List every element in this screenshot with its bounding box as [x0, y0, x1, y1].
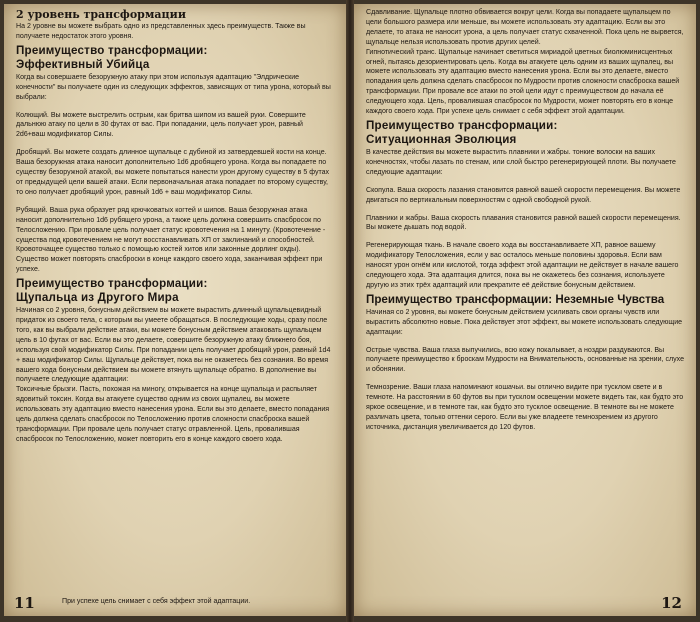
piercing-paragraph: Колющий. Вы можете выстрелить острым, как бритва шипом из вашей руки. Совершите дальнюю атаку по цели в 30 футах от вас. При попадании, цель получает урон, равный 2d6+ваш модификатор Силы. [16, 111, 306, 139]
keen-senses-paragraph: Острые чувства. Ваша глаза выпучились, всю кожу покалывает, а ноздри раздуваются. Вы получаете преимущество к броскам Мудрости на Внимательность, основанные на зрении, слухе и обонянии. [366, 346, 684, 374]
right-page [354, 4, 696, 616]
section-title-line1: Преимущество трансформации: [366, 118, 558, 132]
situational-body: В качестве действия вы можете вырастить плавники и жабры. тонкие волоски на ваших конечностях, чтобы лазать по стенам, или слой быстро регенерирующей плоти. Вы получаете следующие адаптации: [366, 148, 676, 176]
toxic-spray-tail: При успехе цель снимает с себя эффект этой адаптации. [62, 598, 251, 605]
level-heading: 2 уровень трансформации [16, 8, 187, 21]
efficient-killer-body: Когда вы совершаете безоружную атаку при этом используя адаптацию "Элдрические конечности" вы получаете один из следующих эффектов, зависящих от типа урона, который вы выбрали: [16, 73, 331, 101]
book-gutter [346, 0, 354, 622]
section-title-line2: Щупальца из Другого Мира [16, 291, 179, 305]
regen-paragraph: Регенерирующая ткань. В начале своего хода вы восстанавливаете ХП, равное вашему модификатору Телосложения, если у вас осталось меньше половины здоровья. Если вам наносят урон огнём или кислотой, тогда эффект этой адаптации не действует в начале вашего следующего хода. Эта адаптация длится, пока вы не окажетесь без сознания, используете другую из этих трёх адаптаций или прекратите её действие бонусным действием. [366, 242, 679, 289]
constrict-paragraph: Сдавливание. Щупальце плотно обвивается вокруг цели. Когда вы попадаете щупальцем по цели большого размера или меньше, вы можете использовать эту адаптацию. Если вы это делаете, то атака не наносит урона, а цель получает статус схваченной. Пока цель не вырвется, щупальце нельзя использовать против других целей. [366, 9, 684, 46]
section-title-line1: Преимущество трансформации: [16, 43, 208, 57]
fins-paragraph: Плавники и жабры. Ваша скорость плавания становится равной вашей скорости перемещения. Вы можете дышать под водой. [366, 214, 681, 232]
section-tentacles-title [16, 277, 334, 305]
left-page [4, 4, 346, 616]
page-number-right: 12 [661, 594, 682, 612]
slashing-paragraph: Рубящий. Ваша рука образует ряд крючковатых когтей и шипов. Ваша безоружная атака наносит дополнительно 1d6 рубящего урона, а также цель должна совершить спасбросок по Телосложению. При провале цель получает статус кровотечения на 1 минуту. (Кровотечение - существа под кровотечением не могут восстанавливать ХП от заклинаний и способностей. Кровоточащее существо только с помощью костей хитов или законные дорлинг охды). Существо может повторять спасброски в конце каждого своего хода, заканчивая эффект при успехе. [16, 206, 326, 274]
scopula-paragraph: Скопула. Ваша скорость лазания становится равной вашей скорости перемещения. Вы можете двигаться по вертикальным поверхностям с одной свободной рукой. [366, 186, 681, 204]
section-senses-title: Преимущество трансформации: Неземные Чувства [366, 292, 665, 306]
darkvision-paragraph: Темнозрение. Ваши глаза напоминают кошачьи. вы отлично видите при тусклом свете и в темноте. На расстоянии в 60 футов вы при тусклом освещении можете видеть так, как будто это яркое освещение, и в темноте так, как будто это тусклое освещение. В темноте вы не можете различать цвета, только оттенки серого. Если вы уже владеете темнозрением из другого источника, дистанция увеличивается до 120 футов. [366, 384, 684, 431]
section-situational-title [366, 119, 684, 147]
senses-body: Начиная со 2 уровня, вы можете бонусным действием усиливать свои органы чувств или вырастить абсолютно новые. Пока действует этот эффект, вы можете использовать следующие адаптации: [366, 308, 683, 336]
level-intro: На 2 уровне вы можете выбрать одно из представленных здесь преимуществ. Также вы получаете недостаток этого уровня. [16, 23, 306, 40]
toxic-spray-paragraph: Токсичные брызги. Пасть, похожая на миногу, открывается на конце щупальца и распыляет ядовитый токсин. Когда вы атакуете существо одним из своих щупалец, вы можете использовать эту адаптацию вместо нанесения урона. Если вы это делаете, вместо попадания цель должна сделать спасбросок по Телосложению против сложности спасброска вашей трансформации. При провале цель получает статус отравленной. Цель, провалившая спасбросок по Телосложению, может повторить его в конце каждого своего хода. [16, 386, 330, 443]
section-title-line1: Преимущество трансформации: [16, 277, 208, 291]
section-title-line2: Ситуационная Эволюция [366, 132, 517, 146]
page-number-left: 11 [14, 594, 35, 612]
bludgeoning-paragraph: Дробящий. Вы можете создать длинное щупальце с дубиной из затвердевшей кости на конце. Ваша безоружная атака наносит дополнительно 1d6 дробящего урона. Когда вы попадаете по существу безоружной атакой, вы можете попытаться нанести урон другому существу в 5 футах от предыдущей цели вашей атаки. Если первоначальная атака попадает по второму существу, то оно получает дробящий урон, равный 1d6 + ваш модификатор Силы. [16, 149, 330, 196]
section-efficient-killer-title [16, 44, 334, 72]
section-title-line2: Эффективный Убийца [16, 57, 150, 71]
tentacles-body: Начиная со 2 уровня, бонусным действием вы можете вырастить длинный щупальцевидный придаток из своего тела, с которым вы умеете обращаться. В последующие ходы, сразу после того, как вы выбрали действие атаки, вы можете бонусным действием атаковать щупальцем цель в 10 футах от вас. Если вы это делаете, совершите безоружную атаку ближнего боя, используя свой модификатор Силы. При попадании цель получает дробящий урон, равный 1d4 + ваш модификатор Силы. Щупальце действует, пока вы не окажетесь без сознания. Во время вашего хода бонусным действием вы можете втянуть щупальце обратно. В дополнение вы получаете следующие адаптации: [16, 307, 331, 384]
hypnotic-paragraph: Гипнотический транс. Щупальце начинает светиться мириадой цветных биолюминисцентных огней, пытаясь дезориентировать цель. Когда вы атакуете цель одним из ваших щупалец, вы можете использовать эту адаптацию вместо нанесения урона. Если вы это делаете, вместо попадания цель должна сделать спасбросок по Мудрости против сложности спасброска вашей трансформации. При провале все атаки по этой цели идут с преимуществом до начала её следующего хода. Цель, провалившая спасбросок по Мудрости, может повторять его в конце каждого своего хода. При успехе цель снимает с себя эффект этой адаптации. [366, 48, 680, 116]
